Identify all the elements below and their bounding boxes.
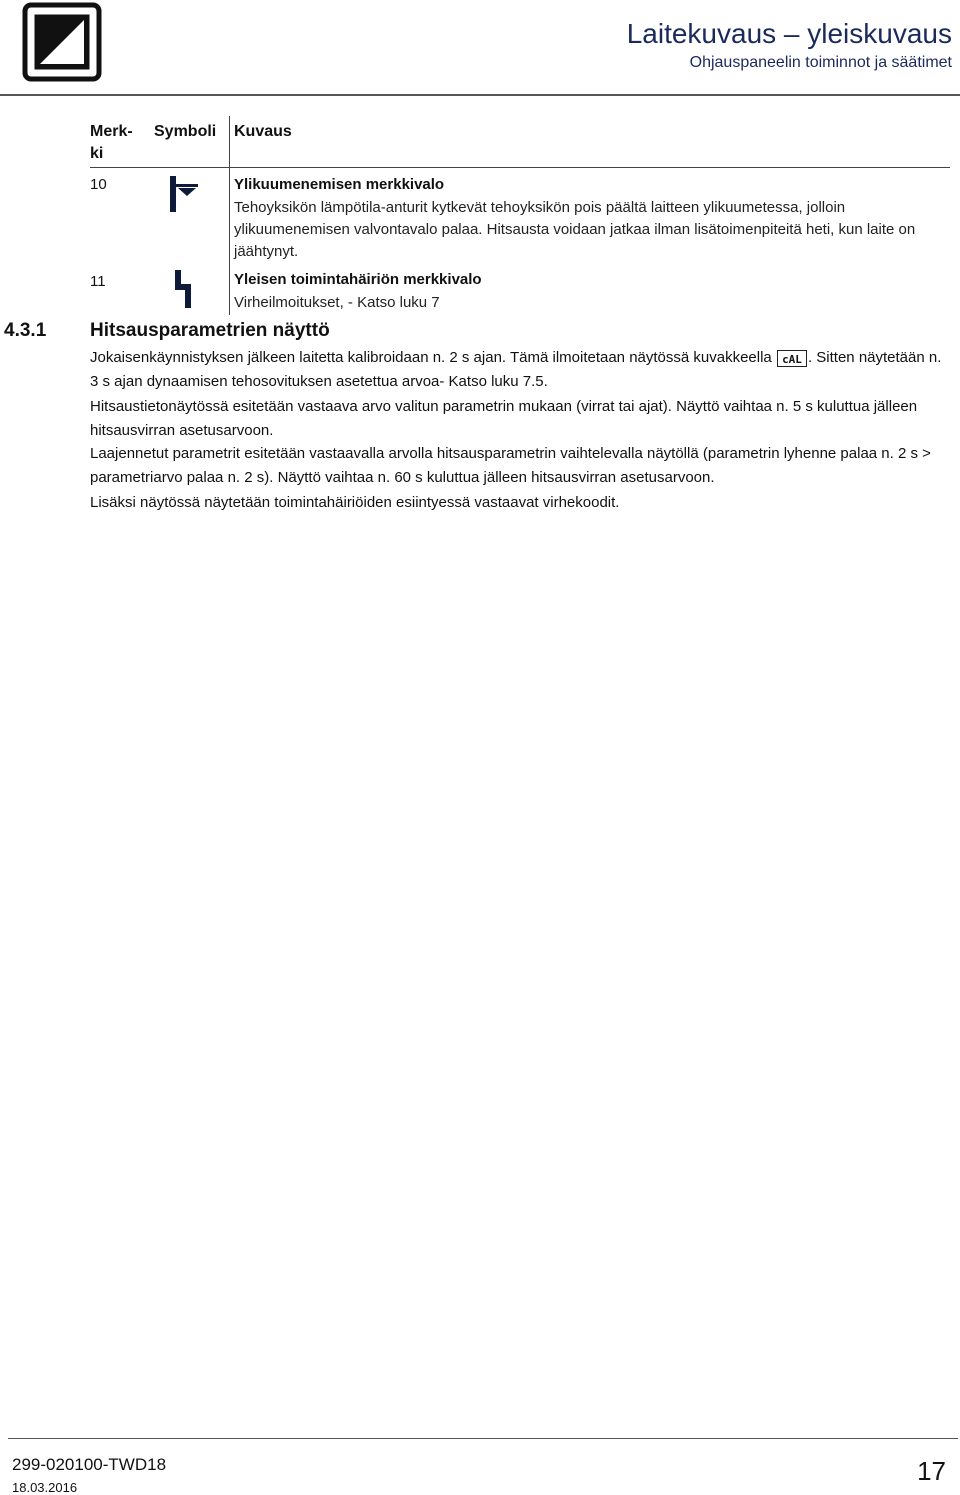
row-description: Virheilmoitukset, - Katso luku 7 bbox=[234, 294, 440, 311]
row-title: Yleisen toimintahäiriön merkkivalo bbox=[234, 271, 482, 288]
page-number: 17 bbox=[917, 1456, 946, 1486]
row-title: Ylikuumenemisen merkkivalo bbox=[234, 176, 445, 193]
column-header-kuvaus: Kuvaus bbox=[234, 123, 292, 140]
footer-divider bbox=[8, 1438, 958, 1439]
page-subtitle: Ohjauspaneelin toiminnot ja säätimet bbox=[689, 54, 952, 71]
paragraph-welding-data: Hitsaustietonäytössä esitetään vastaava arvo valitun parametrin mukaan (virrat tai ajat). Näyttö vaihtaa n. 5 s kuluttua jälleen hitsausvirran asetusarvoon. bbox=[90, 398, 918, 439]
overtemperature-icon bbox=[168, 174, 202, 214]
document-date: 18.03.2016 bbox=[12, 1480, 78, 1495]
row-number: 11 bbox=[90, 273, 106, 290]
company-logo bbox=[22, 2, 102, 82]
section-title: Hitsausparametrien näyttö bbox=[90, 320, 330, 341]
table-column-divider bbox=[229, 116, 230, 315]
header-divider bbox=[0, 94, 960, 96]
table-header-divider bbox=[90, 167, 950, 168]
document-number: 299-020100-TWD18 bbox=[12, 1455, 167, 1474]
svg-text:cAL: cAL bbox=[782, 352, 802, 366]
cal-display-icon bbox=[777, 350, 807, 367]
section-number: 4.3.1 bbox=[4, 320, 47, 341]
paragraph-error-codes: Lisäksi näytössä näytetään toimintahäiriöiden esiintyessä vastaavat virhekoodit. bbox=[90, 494, 620, 511]
paragraph-extended-parameters: Laajennetut parametrit esitetään vastaavalla arvolla hitsausparametrin vaihtelevalla näytöllä (parametrin lyhenne palaa n. 2 s > parametriarvo palaa n. 2 s). Näyttö vaihtaa n. 60 s kuluttua jälleen hitsausvirran asetusarvoon. bbox=[90, 445, 931, 486]
fault-icon bbox=[172, 270, 196, 308]
column-header-merkki: Merk- ki bbox=[90, 123, 133, 162]
row-description: Tehoyksikön lämpötila-anturit kytkevät tehoyksikön pois päältä laitteen ylikuumetessa, jolloin ylikuumenemisen valvontavalo palaa. Hitsausta voidaan jatkaa ilman lisätoimenpiteitä heti, kun laite on jäähtynyt. bbox=[234, 199, 916, 260]
page-title: Laitekuvaus – yleiskuvaus bbox=[626, 18, 952, 49]
paragraph-calibration: Jokaisenkäynnistyksen jälkeen laitetta kalibroidaan n. 2 s ajan. Tämä ilmoitetaan näytössä kuvakkeella cAL . Sitten näytetään n. 3 s ajan dynaamisen tehosovituksen asetettua arvoa- Katso luku 7.5. bbox=[90, 349, 942, 390]
column-header-symboli: Symboli bbox=[154, 123, 217, 140]
row-number: 10 bbox=[90, 176, 107, 193]
